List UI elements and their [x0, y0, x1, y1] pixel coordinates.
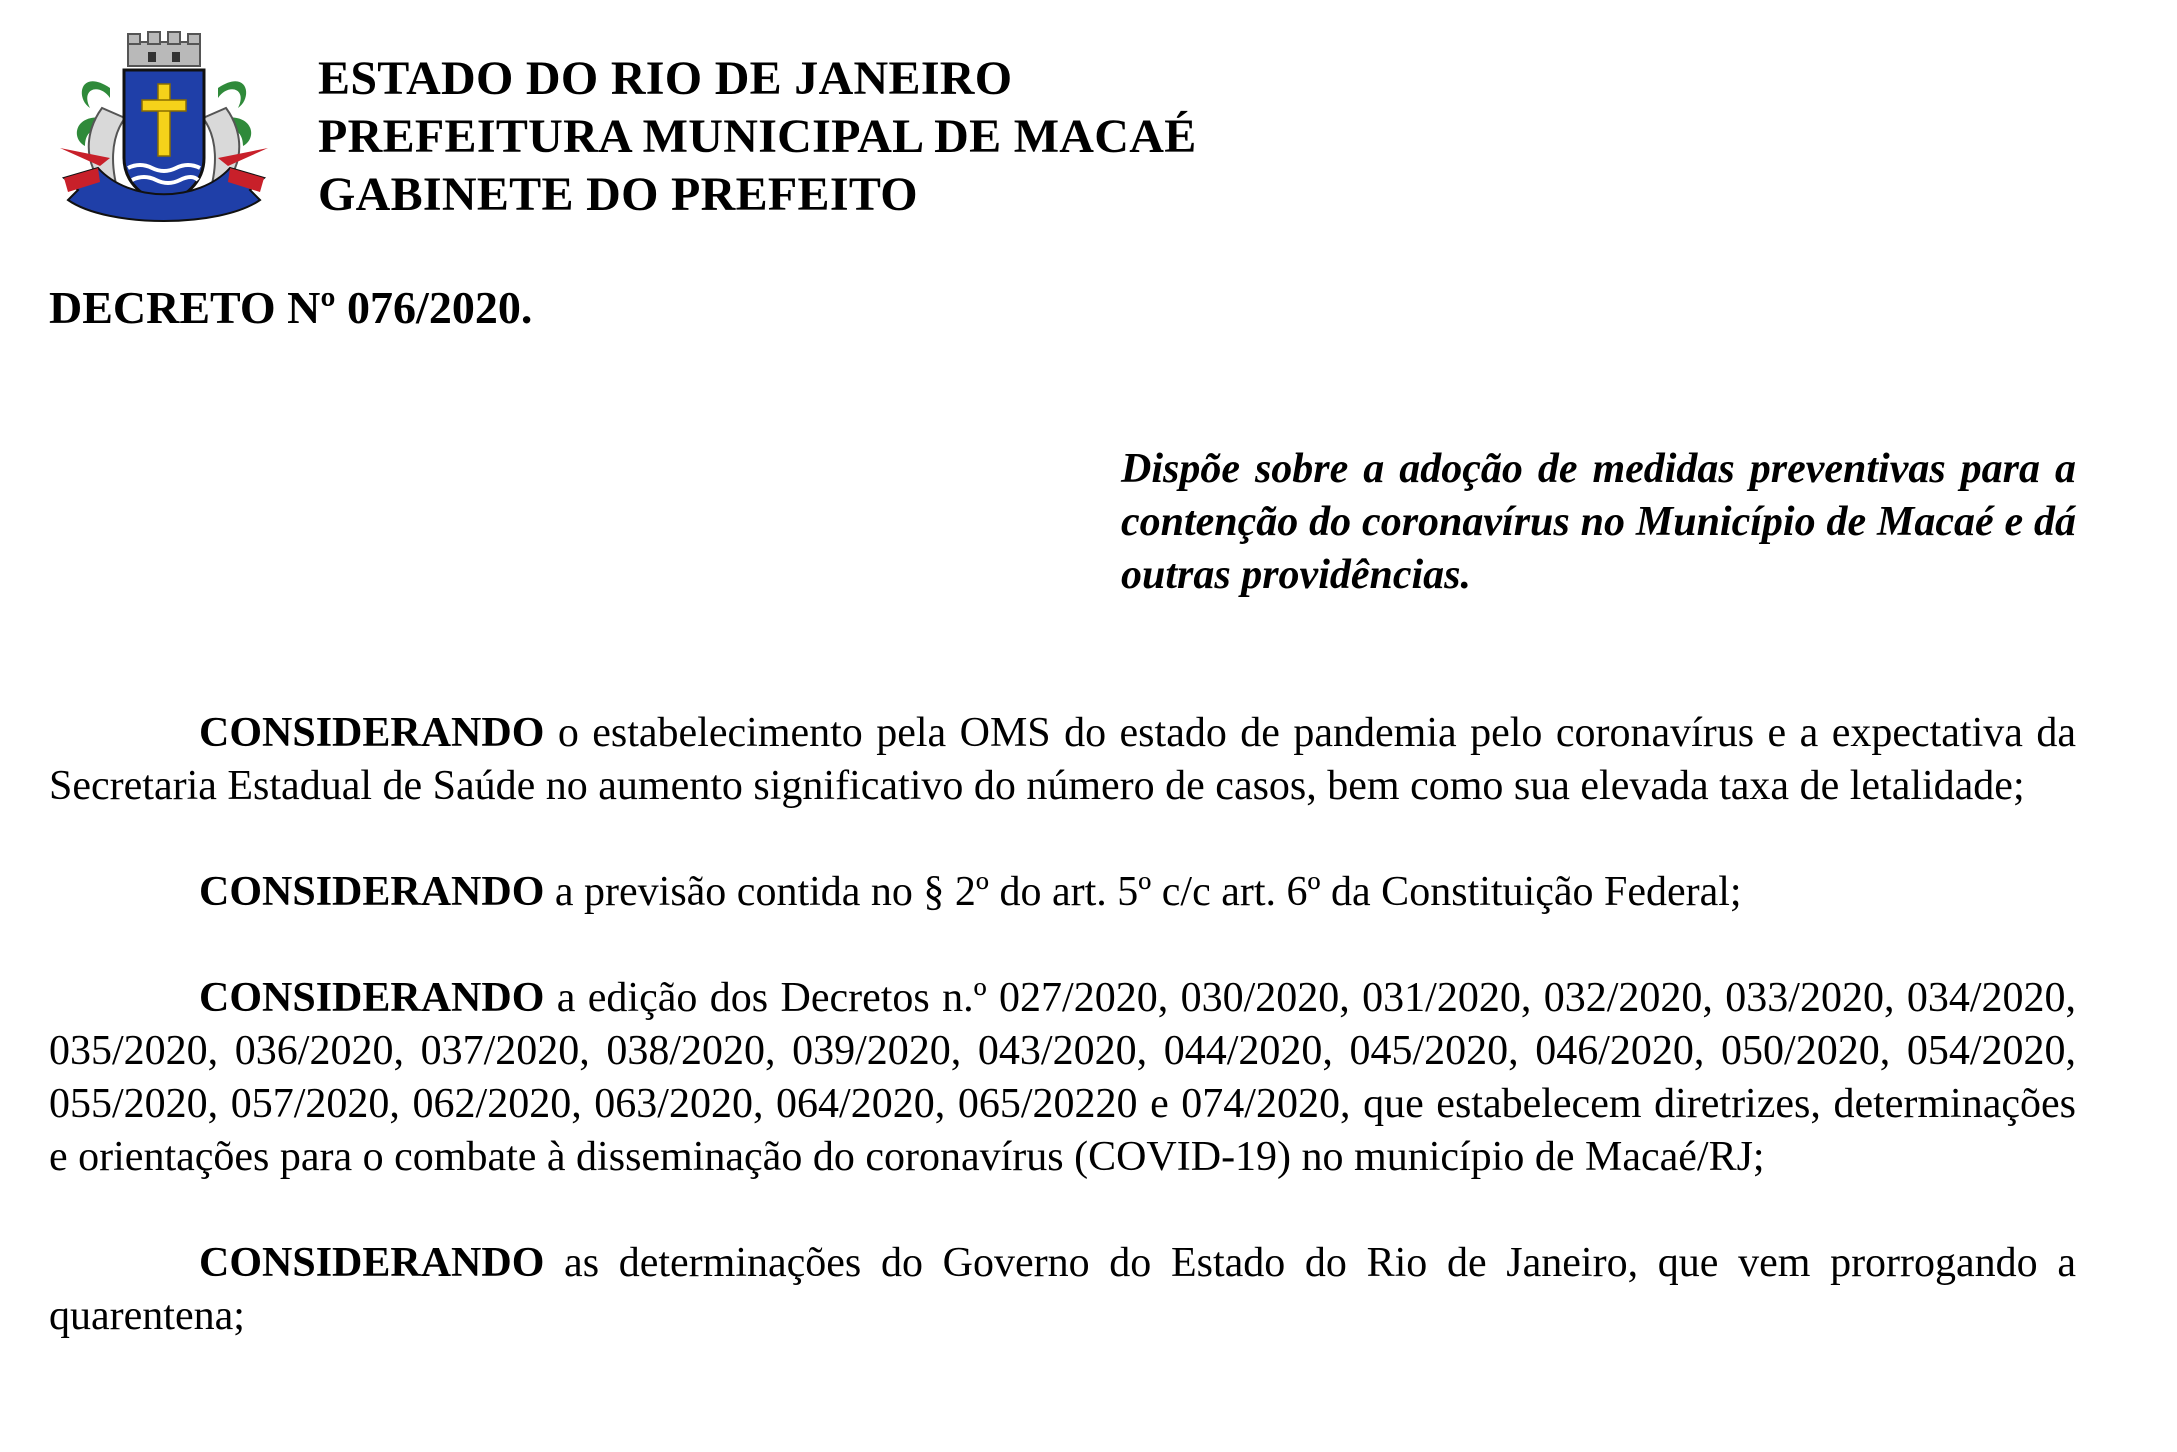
decree-summary: Dispõe sobre a adoção de medidas preventivas para a contenção do coronavírus no Município de Macaé e dá outras providências.: [1121, 446, 2076, 598]
header-cabinet: GABINETE DO PREFEITO: [318, 168, 918, 221]
paragraph-text: o estabelecimento pela OMS do estado de pandemia pelo coronavírus e a expectativa da Secretaria Estadual de Saúde no aumento significativo do número de casos, bem como sua elevada taxa de letalidade;: [49, 710, 2076, 809]
header-prefecture: PREFEITURA MUNICIPAL DE MACAÉ: [318, 110, 1197, 163]
decree-body: [49, 707, 2076, 1396]
mural-crown: [128, 32, 200, 66]
paragraph-text: a edição dos Decretos n.º 027/2020, 030/2020, 031/2020, 032/2020, 033/2020, 034/2020, 035/2020, 036/2020, 037/2020, 038/2020, 039/2020, 043/2020, 044/2020, 045/2020, 046/2020, 050/2020, 054/2020, 055/2020, 057/2020, 062/2020, 063/2020, 064/2020, 065/20220 e 074/2020, que estabelecem diretrizes, determinações e orientações para o combate à disseminação do coronavírus (COVID-19) no município de Macaé/RJ;: [49, 975, 2076, 1180]
letterhead: [318, 50, 1197, 224]
decree-number: DECRETO Nº 076/2020.: [49, 282, 533, 333]
header-state: ESTADO DO RIO DE JANEIRO: [318, 52, 1013, 105]
paragraph-text: a previsão contida no § 2º do art. 5º c/c art. 6º da Constituição Federal;: [544, 869, 1742, 915]
considerando-paragraph: [49, 707, 2076, 813]
paragraph-text: as determinações do Governo do Estado do Rio de Janeiro, que vem prorrogando a quarentena;: [49, 1240, 2076, 1339]
coat-of-arms-icon: [50, 28, 278, 233]
considerando-paragraph: [49, 866, 2076, 919]
paragraph-keyword: CONSIDERANDO: [199, 869, 545, 915]
considerando-paragraph: [49, 1237, 2076, 1343]
paragraph-keyword: CONSIDERANDO: [199, 975, 545, 1021]
paragraph-keyword: CONSIDERANDO: [199, 1240, 545, 1286]
paragraph-keyword: CONSIDERANDO: [199, 710, 545, 756]
considerando-paragraph: [49, 972, 2076, 1184]
